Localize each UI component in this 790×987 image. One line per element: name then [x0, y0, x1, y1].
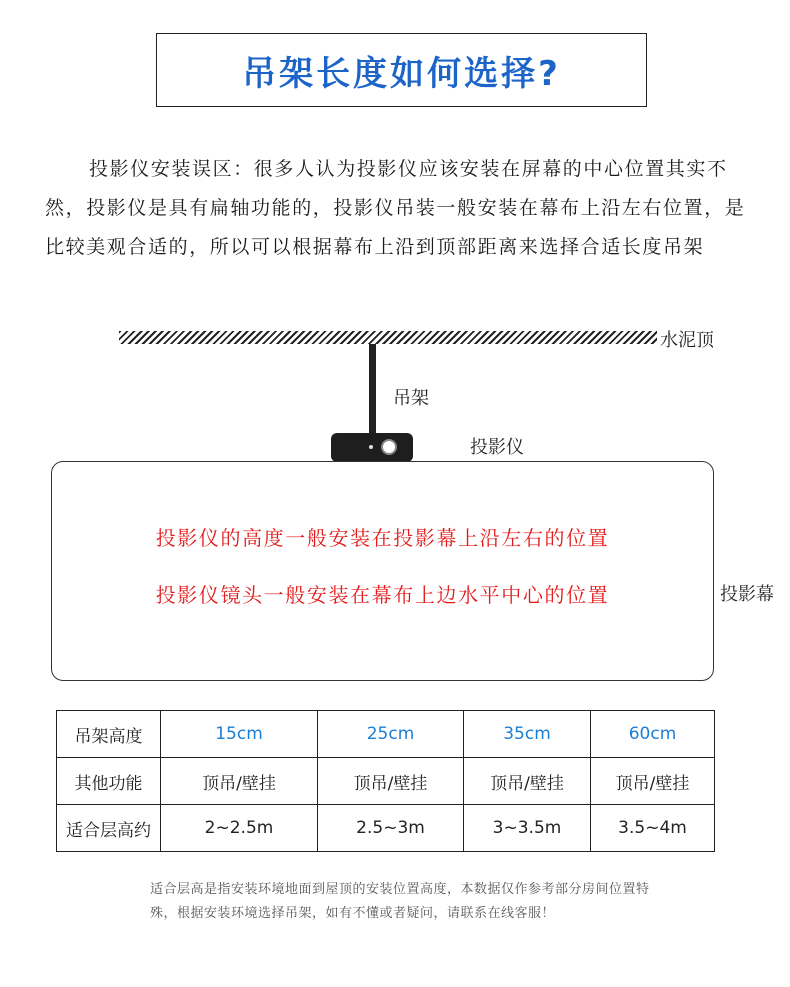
- footnote: 适合层高是指安装环境地面到屋顶的安装位置高度，本数据仅作参考部分房间位置特殊，根据安装环境选择吊架，如有不懂或者疑问，请联系在线客服！: [150, 882, 650, 921]
- projector-indicator-icon: [369, 445, 373, 449]
- table-cell: 2~2.5m: [161, 805, 318, 852]
- table-cell: 顶吊/壁挂: [318, 758, 464, 805]
- row-header: 吊架高度: [57, 711, 161, 758]
- table-cell: 2.5~3m: [318, 805, 464, 852]
- title-box: [156, 33, 647, 107]
- mount-rod: [369, 344, 376, 436]
- table-cell: 顶吊/壁挂: [464, 758, 591, 805]
- intro-paragraph: 投影仪安装误区：很多人认为投影仪应该安装在屏幕的中心位置其实不然，投影仪是具有扁轴功能的，投影仪吊装一般安装在幕布上沿左右位置，是比较美观合适的，所以可以根据幕布上沿到顶部距离来选择合适长度吊架: [45, 158, 746, 258]
- table-cell: 15cm: [161, 711, 318, 758]
- mount-spec-table: [56, 710, 715, 852]
- table-row: [57, 805, 715, 852]
- table-cell: 3~3.5m: [464, 805, 591, 852]
- table-cell: 3.5~4m: [591, 805, 715, 852]
- screen-line-height: 投影仪的高度一般安装在投影幕上沿左右的位置: [155, 526, 610, 550]
- ceiling-hatch: [119, 331, 657, 344]
- table-cell: 35cm: [464, 711, 591, 758]
- projector-label: 投影仪: [470, 437, 524, 458]
- table-row: [57, 711, 715, 758]
- projection-screen: [51, 461, 714, 681]
- mount-label: 吊架: [393, 388, 429, 409]
- screen-label: 投影幕: [720, 584, 774, 605]
- table-cell: 顶吊/壁挂: [591, 758, 715, 805]
- screen-line-lens: 投影仪镜头一般安装在幕布上边水平中心的位置: [155, 583, 610, 607]
- table-cell: 60cm: [591, 711, 715, 758]
- table-cell: 顶吊/壁挂: [161, 758, 318, 805]
- ceiling-label: 水泥顶: [660, 330, 714, 351]
- table-cell: 25cm: [318, 711, 464, 758]
- row-header: 其他功能: [57, 758, 161, 805]
- page-title: 吊架长度如何选择?: [242, 53, 561, 94]
- table-row: [57, 758, 715, 805]
- row-header: 适合层高约: [57, 805, 161, 852]
- projector-icon: [331, 433, 413, 462]
- projector-lens-icon: [381, 439, 397, 455]
